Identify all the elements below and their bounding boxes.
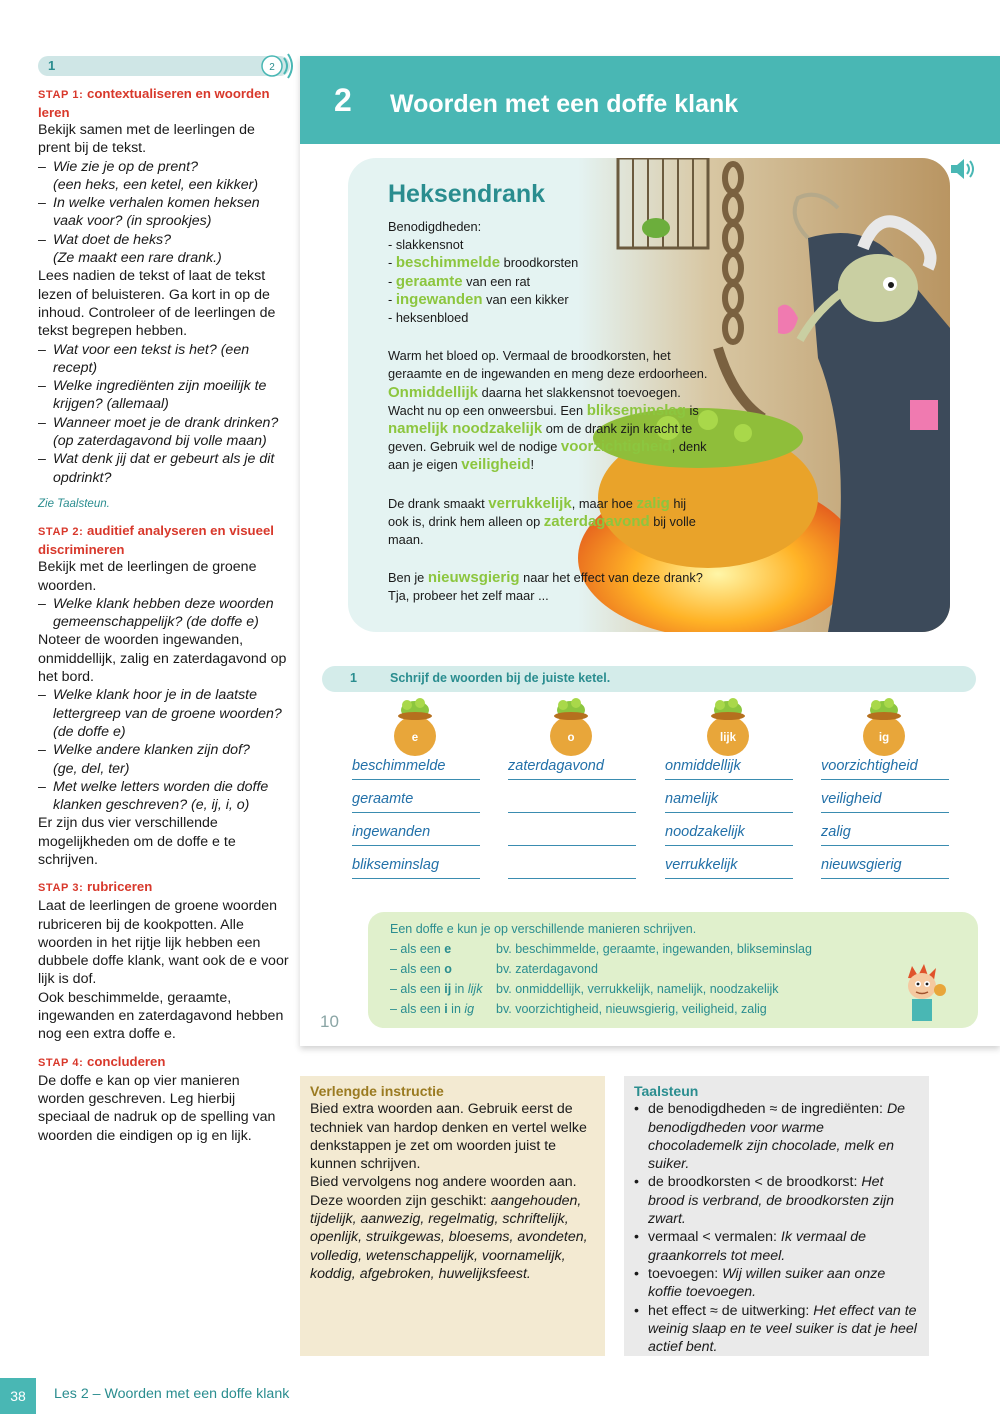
answer-line-ig[interactable]: voorzichtigheid xyxy=(821,756,949,780)
answer-line-lijk[interactable]: noodzakelijk xyxy=(665,822,793,846)
box-title: Taalsteun xyxy=(634,1083,699,1099)
spelling-rule-box xyxy=(368,912,978,1028)
story-paragraph: Ben je nieuwsgierig naar het effect van deze drank? Tja, probeer het zelf maar ... xyxy=(388,569,703,604)
answer-line-o[interactable] xyxy=(508,789,636,813)
ingredient-item: - heksenbloed xyxy=(388,310,469,326)
box-title: Verlengde instructie xyxy=(310,1083,444,1099)
cauldron-label: o xyxy=(567,732,575,744)
answer-line-o[interactable] xyxy=(508,855,636,879)
answer-line-lijk[interactable]: verrukkelijk xyxy=(665,855,793,879)
step-3-text: Laat de leerlingen de groene woorden rubriceren bij de kookpotten. Alle woorden in het rijtje lijk hebben een dubbele doffe klank, want ook de e voor lijk is dof. xyxy=(38,898,289,988)
step-1-heading: STAP 1: contextualiseren en woorden leren xyxy=(38,86,270,120)
section-number-bar xyxy=(38,56,290,76)
cauldron-icon xyxy=(548,696,594,758)
page-number: 10 xyxy=(320,1012,339,1031)
section-number: 1 xyxy=(48,58,56,73)
step-4-heading: STAP 4: concluderen xyxy=(38,1053,166,1069)
question: – Welke klank hebben deze woorden gemeenschappelijk? (de doffe e) xyxy=(38,595,290,632)
rule-example: bv. onmiddellijk, verrukkelijk, namelijk, noodzakelijk xyxy=(496,982,779,996)
step-2-heading: STAP 2: auditief analyseren en visueel discrimineren xyxy=(38,523,274,558)
audio-track-number: 2 xyxy=(269,62,275,73)
question: – Wanneer moet je de drank drinken? xyxy=(38,414,290,432)
step-2-text: Er zijn dus vier verschillende mogelijkheden om de doffe e te schrijven. xyxy=(38,815,236,868)
rule-row: – als een i in ig xyxy=(390,1002,475,1016)
rule-row: – als een e xyxy=(390,942,452,956)
answer-line-o[interactable] xyxy=(508,822,636,846)
answer-line-e[interactable]: blikseminslag xyxy=(352,855,480,879)
needs-label: Benodigdheden: xyxy=(388,219,482,234)
boy-character-icon xyxy=(900,964,948,1026)
step-1-text: Lees nadien de tekst of laat de tekst lezen of beluisteren. Ga kort in op de inhoud. Controleer of de leerlingen de tekst begrepen hebben. xyxy=(38,268,276,340)
story-text xyxy=(388,178,708,606)
lesson-title: Woorden met een doffe klank xyxy=(390,90,739,118)
question: – Wie zie je op de prent? xyxy=(38,158,290,176)
cauldron-icon xyxy=(392,696,438,758)
box-text: Deze woorden zijn geschikt: aangehouden, tijdelijk, aanwezig, regelmatig, schriftelijk, openlijk, struikgewas, bloesems, avondeten, volledig, wetenschappelijk, voornamelijk, koddig, afgebroken, huwelijksfeest. xyxy=(310,1192,588,1282)
rule-example: bv. zaterdagavond xyxy=(496,962,598,976)
answer-line-ig[interactable]: veiligheid xyxy=(821,789,949,813)
audio-speaker-icon[interactable] xyxy=(256,46,296,86)
answer-line-ig[interactable]: zalig xyxy=(821,822,949,846)
support-item: • de benodigdheden ≈ de ingrediënten: De benodigdheden voor warme chocolademelk zijn chocolade, melk en suiker. xyxy=(634,1100,919,1173)
rule-example: bv. beschimmelde, geraamte, ingewanden, blikseminslag xyxy=(496,942,812,956)
question: – Welke andere klanken zijn dof? xyxy=(38,741,290,759)
ingredient-item: - ingewanden van een kikker xyxy=(388,290,569,308)
exercise-instruction: Schrijf de woorden bij de juiste ketel. xyxy=(390,671,611,685)
rule-heading: Een doffe e kun je op verschillende manieren schrijven. xyxy=(390,922,697,936)
step-1-text: Bekijk samen met de leerlingen de prent bij de tekst. xyxy=(38,122,255,157)
ingredient-item: - geraamte van een rat xyxy=(388,272,531,290)
story-title: Heksendrank xyxy=(388,180,546,208)
step-3-heading: STAP 3: rubriceren xyxy=(38,879,153,895)
cauldron-icon xyxy=(861,696,907,758)
cauldron-label: e xyxy=(411,732,419,744)
language-support-box xyxy=(624,1076,929,1356)
answer: (op zaterdagavond bij volle maan) xyxy=(53,433,267,450)
answer-line-e[interactable]: ingewanden xyxy=(352,822,480,846)
question: – Wat denk jij dat er gebeurt als je dit opdrinkt? xyxy=(38,450,290,487)
step-2-text: Bekijk met de leerlingen de groene woorden. xyxy=(38,559,257,594)
answer: (Ze maakt een rare drank.) xyxy=(53,250,222,267)
footer-page-number: 38 xyxy=(0,1378,36,1414)
see-reference: Zie Taalsteun. xyxy=(38,497,110,510)
ingredient-item: - slakkensnot xyxy=(388,237,464,253)
lesson-number: 2 xyxy=(334,82,352,118)
answer-line-e[interactable]: beschimmelde xyxy=(352,756,480,780)
story-paragraph: Warm het bloed op. Vermaal de broodkorsten, het geraamte en de ingewanden en meng deze erdoorheen. Onmiddellijk daarna het slakkensnot toevoegen. Wacht nu op een onweersbui. Een blikseminslag is namelijk noodzakelijk om de drank zijn kracht te geven. Gebruik wel de nodige voorzichtigheid, denk aan je eigen veiligheid! xyxy=(388,348,708,474)
audio-speaker-icon[interactable] xyxy=(948,156,976,182)
answer-line-o[interactable]: zaterdagavond xyxy=(508,756,636,780)
step-3-text: Ook beschimmelde, geraamte, ingewanden en zaterdagavond hebben nog een extra doffe e. xyxy=(38,989,284,1043)
support-item: • de broodkorsten < de broodkorst: Het brood is verbrand, de broodkorsten zijn zwart. xyxy=(634,1173,919,1228)
rule-example: bv. voorzichtigheid, nieuwsgierig, veiligheid, zalig xyxy=(496,1002,767,1016)
answer-line-lijk[interactable]: namelijk xyxy=(665,789,793,813)
textbook-page xyxy=(300,56,1000,1046)
cauldron-icon xyxy=(705,696,751,758)
story-paragraph: De drank smaakt verrukkelijk, maar hoe zalig hij ook is, drink hem alleen op zaterdagavond bij volle maan. xyxy=(388,494,696,548)
teacher-guide xyxy=(38,56,290,1145)
answer: (ge, del, ter) xyxy=(53,760,130,777)
cauldron-label: ig xyxy=(878,732,890,744)
lesson-header xyxy=(300,56,1000,144)
answer: (de doffe e) xyxy=(53,723,126,740)
support-item: • toevoegen: Wij willen suiker aan onze koffie toevoegen. xyxy=(634,1265,919,1302)
support-item: • het effect ≈ de uitwerking: Het effect van te weinig slaap en te veel suiker is dat je heel actief bent. xyxy=(634,1302,919,1357)
extended-instruction-box xyxy=(300,1076,605,1356)
question: – In welke verhalen komen heksen vaak voor? (in sprookjes) xyxy=(38,194,290,231)
answer: (een heks, een ketel, een kikker) xyxy=(53,176,259,193)
step-2-text: Noteer de woorden ingewanden, onmiddellijk, zalig en zaterdagavond op het bord. xyxy=(38,632,287,686)
cauldron-label: lijk xyxy=(720,732,736,744)
exercise-instruction-bar xyxy=(322,666,976,692)
footer-lesson-title: Les 2 – Woorden met een doffe klank xyxy=(54,1386,290,1402)
box-text: Bied extra woorden aan. Gebruik eerst de techniek van hardop denken en vertel welke denkstappen je zet om woorden juist te kunnen schrijven. xyxy=(310,1101,587,1173)
question: – Wat doet de heks? xyxy=(38,231,290,249)
question: – Wat voor een tekst is het? (een recept) xyxy=(38,341,290,378)
step-4-text: De doffe e kan op vier manieren worden geschreven. Leg hierbij speciaal de nadruk op de spelling van woorden die eindigen op ig en lijk. xyxy=(38,1072,276,1144)
question: – Met welke letters worden die doffe klanken geschreven? (e, ij, i, o) xyxy=(38,778,290,815)
answer-line-e[interactable]: geraamte xyxy=(352,789,480,813)
question: – Welke klank hoor je in de laatste lettergreep van de groene woorden? xyxy=(38,686,290,723)
rule-row: – als een o xyxy=(390,962,452,976)
exercise-number: 1 xyxy=(350,671,357,685)
ingredient-item: - beschimmelde broodkorsten xyxy=(388,254,579,272)
support-item: • vermaal < vermalen: Ik vermaal de graankorrels tot meel. xyxy=(634,1228,919,1265)
rule-row: – als een ij in lijk xyxy=(390,982,483,996)
answer-line-ig[interactable]: nieuwsgierig xyxy=(821,855,949,879)
question: – Welke ingrediënten zijn moeilijk te krijgen? (allemaal) xyxy=(38,377,290,414)
answer-line-lijk[interactable]: onmiddellijk xyxy=(665,756,793,780)
box-text: Bied vervolgens nog andere woorden aan. xyxy=(310,1174,577,1191)
story-panel xyxy=(348,158,950,632)
